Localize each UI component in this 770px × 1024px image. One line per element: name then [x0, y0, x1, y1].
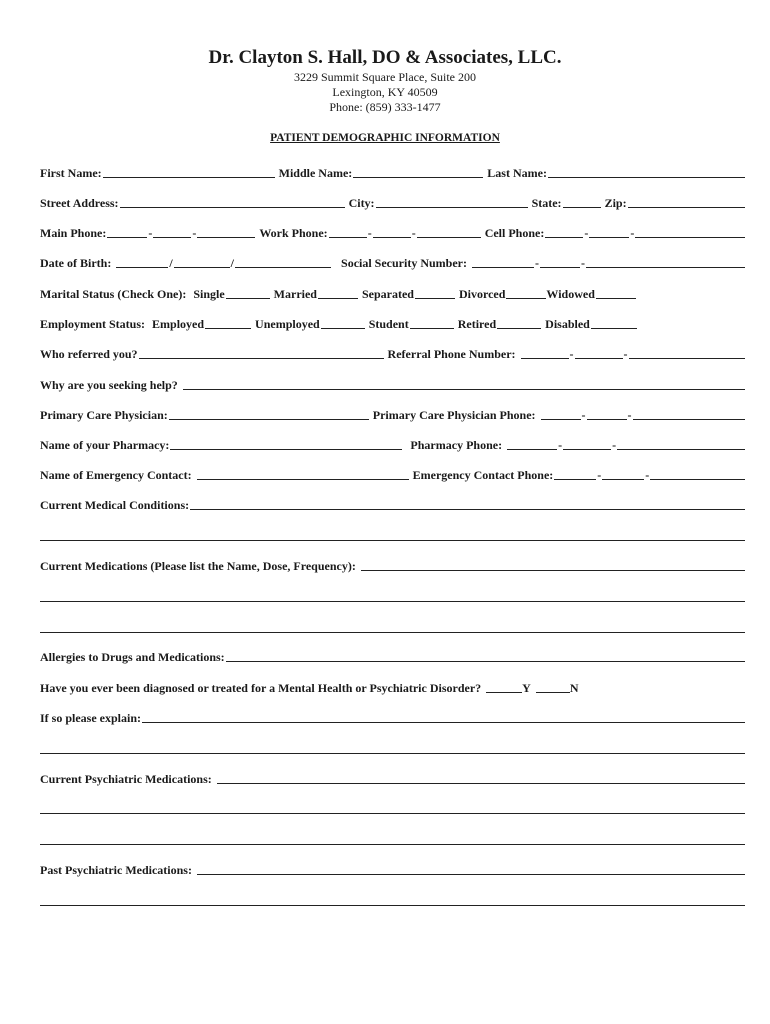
dash-separator: -: [411, 226, 416, 240]
dash-separator: -: [584, 226, 589, 240]
cell-phone-label: Cell Phone:: [484, 226, 545, 240]
unemployed-checkbox-line[interactable]: [321, 328, 365, 329]
mental-health-yes-label: Y: [522, 681, 531, 695]
row-employment: [40, 316, 745, 332]
dash-separator: -: [569, 347, 574, 361]
referral-phone-line-field[interactable]: [629, 358, 745, 359]
city-field[interactable]: [376, 207, 528, 208]
pharmacy-phone-line-field[interactable]: [617, 449, 745, 450]
row-pcp: [40, 407, 745, 423]
emergency-phone-area-field[interactable]: [554, 479, 596, 480]
city-label: City:: [348, 196, 375, 210]
middle-name-label: Middle Name:: [278, 166, 353, 180]
explain-label: If so please explain:: [40, 711, 142, 725]
zip-label: Zip:: [604, 196, 627, 210]
last-name-label: Last Name:: [487, 166, 547, 180]
explain-line-2[interactable]: [40, 753, 745, 754]
medications-field[interactable]: [361, 570, 745, 571]
dash-separator: -: [627, 408, 632, 422]
separated-checkbox-line[interactable]: [415, 298, 455, 299]
widowed-checkbox-line[interactable]: [596, 298, 636, 299]
psych-meds-field[interactable]: [217, 783, 745, 784]
emergency-phone-label: Emergency Contact Phone:: [412, 468, 554, 482]
pharmacy-phone-prefix-field[interactable]: [563, 449, 611, 450]
married-label: Married: [273, 287, 317, 301]
row-explain: [40, 710, 745, 726]
last-name-field[interactable]: [548, 177, 745, 178]
work-phone-area-field[interactable]: [329, 237, 367, 238]
employed-checkbox-line[interactable]: [205, 328, 251, 329]
referred-field[interactable]: [139, 358, 384, 359]
seeking-help-label: Why are you seeking help?: [40, 378, 178, 392]
pharmacy-field[interactable]: [170, 449, 402, 450]
emergency-contact-label: Name of Emergency Contact:: [40, 468, 192, 482]
row-address: [40, 195, 745, 211]
work-phone-prefix-field[interactable]: [373, 237, 411, 238]
dob-day-field[interactable]: [174, 267, 230, 268]
past-psych-meds-label: Past Psychiatric Medications:: [40, 863, 192, 877]
dash-separator: -: [535, 256, 539, 270]
state-field[interactable]: [563, 207, 601, 208]
disabled-label: Disabled: [545, 317, 590, 331]
work-phone-label: Work Phone:: [259, 226, 328, 240]
pharmacy-phone-label: Pharmacy Phone:: [410, 438, 503, 452]
pcp-phone-line-field[interactable]: [633, 419, 745, 420]
row-medical-conditions: [40, 497, 745, 513]
dash-separator: -: [581, 408, 586, 422]
pcp-phone-area-field[interactable]: [541, 419, 581, 420]
emergency-phone-prefix-field[interactable]: [602, 479, 644, 480]
pcp-label: Primary Care Physician:: [40, 408, 168, 422]
retired-label: Retired: [457, 317, 497, 331]
pharmacy-label: Name of your Pharmacy:: [40, 438, 170, 452]
student-label: Student: [368, 317, 409, 331]
medications-label: Current Medications (Please list the Name, Dose, Frequency):: [40, 559, 356, 573]
seeking-help-field[interactable]: [183, 389, 745, 390]
street-address-field[interactable]: [120, 207, 345, 208]
zip-field[interactable]: [628, 207, 745, 208]
dash-separator: -: [645, 468, 650, 482]
referral-phone-area-field[interactable]: [521, 358, 569, 359]
slash-separator: /: [169, 256, 173, 270]
dash-separator: -: [148, 226, 153, 240]
employment-status-label: Employment Status:: [40, 317, 146, 331]
dash-separator: -: [623, 347, 628, 361]
single-checkbox-line[interactable]: [226, 298, 270, 299]
row-medications: [40, 558, 745, 574]
row-allergies: [40, 649, 745, 665]
medications-line-3[interactable]: [40, 632, 745, 633]
ssn-part2-field[interactable]: [540, 267, 580, 268]
mental-health-question: Have you ever been diagnosed or treated for a Mental Health or Psychiatric Disorder?: [40, 681, 482, 695]
married-checkbox-line[interactable]: [318, 298, 358, 299]
emergency-contact-field[interactable]: [197, 479, 409, 480]
ssn-part3-field[interactable]: [586, 267, 745, 268]
ssn-part1-field[interactable]: [472, 267, 534, 268]
row-referral: [40, 346, 745, 362]
dob-month-field[interactable]: [116, 267, 168, 268]
slash-separator: /: [230, 256, 235, 270]
dob-year-field[interactable]: [235, 267, 331, 268]
main-phone-prefix-field[interactable]: [153, 237, 191, 238]
practice-address-line2: Lexington, KY 40509: [332, 85, 438, 99]
mental-health-no-label: N: [569, 681, 579, 695]
referral-phone-label: Referral Phone Number:: [387, 347, 516, 361]
separated-label: Separated: [361, 287, 414, 301]
row-dob-ssn: [40, 255, 745, 271]
past-psych-meds-line-2[interactable]: [40, 905, 745, 906]
psych-meds-label: Current Psychiatric Medications:: [40, 772, 212, 786]
dash-separator: -: [192, 226, 197, 240]
single-label: Single: [193, 287, 225, 301]
retired-checkbox-line[interactable]: [497, 328, 541, 329]
first-name-label: First Name:: [40, 166, 102, 180]
pcp-phone-prefix-field[interactable]: [587, 419, 627, 420]
pcp-field[interactable]: [169, 419, 369, 420]
street-address-label: Street Address:: [40, 196, 119, 210]
marital-status-label: Marital Status (Check One):: [40, 287, 187, 301]
pharmacy-phone-area-field[interactable]: [507, 449, 557, 450]
row-phones: [40, 225, 745, 241]
cell-phone-prefix-field[interactable]: [589, 237, 629, 238]
student-checkbox-line[interactable]: [410, 328, 454, 329]
medications-line-2[interactable]: [40, 601, 745, 602]
main-phone-line-field[interactable]: [197, 237, 255, 238]
allergies-field[interactable]: [226, 661, 745, 662]
mental-health-yes-line[interactable]: [486, 692, 522, 693]
cell-phone-area-field[interactable]: [545, 237, 583, 238]
dash-separator: -: [597, 468, 602, 482]
widowed-label: Widowed: [546, 287, 595, 301]
emergency-phone-line-field[interactable]: [650, 479, 745, 480]
practice-phone: Phone: (859) 333-1477: [329, 100, 441, 114]
row-emergency: [40, 467, 745, 483]
row-psych-meds: [40, 771, 745, 787]
explain-field[interactable]: [142, 722, 745, 723]
pcp-phone-label: Primary Care Physician Phone:: [372, 408, 536, 422]
medical-conditions-line-2[interactable]: [40, 540, 745, 541]
referred-label: Who referred you?: [40, 347, 138, 361]
cell-phone-line-field[interactable]: [635, 237, 745, 238]
row-past-psych-meds: [40, 862, 745, 878]
dash-separator: -: [612, 438, 617, 452]
referral-phone-prefix-field[interactable]: [575, 358, 623, 359]
divorced-checkbox-line[interactable]: [506, 298, 546, 299]
divorced-label: Divorced: [458, 287, 506, 301]
row-pharmacy: [40, 437, 745, 453]
medical-conditions-field[interactable]: [190, 509, 745, 510]
employed-label: Employed: [152, 317, 205, 331]
allergies-label: Allergies to Drugs and Medications:: [40, 650, 225, 664]
section-title: PATIENT DEMOGRAPHIC INFORMATION: [270, 132, 500, 144]
dash-separator: -: [581, 256, 585, 270]
middle-name-field[interactable]: [353, 177, 483, 178]
mental-health-no-line[interactable]: [536, 692, 570, 693]
medical-conditions-label: Current Medical Conditions:: [40, 498, 190, 512]
row-marital: [40, 286, 745, 302]
row-names: [40, 165, 745, 181]
unemployed-label: Unemployed: [255, 317, 320, 331]
dash-separator: -: [630, 226, 635, 240]
psych-meds-line-2[interactable]: [40, 813, 745, 814]
main-phone-area-field[interactable]: [107, 237, 147, 238]
disabled-checkbox-line[interactable]: [591, 328, 637, 329]
dob-label: Date of Birth:: [40, 256, 112, 270]
practice-name: Dr. Clayton S. Hall, DO & Associates, LLC.: [208, 47, 562, 68]
first-name-field[interactable]: [103, 177, 275, 178]
main-phone-label: Main Phone:: [40, 226, 107, 240]
psych-meds-line-3[interactable]: [40, 844, 745, 845]
practice-header: [0, 46, 770, 115]
past-psych-meds-field[interactable]: [197, 874, 745, 875]
row-mental-health: [40, 680, 745, 696]
row-seeking-help: [40, 377, 745, 393]
work-phone-line-field[interactable]: [417, 237, 481, 238]
practice-address-line1: 3229 Summit Square Place, Suite 200: [294, 70, 476, 84]
dash-separator: -: [367, 226, 372, 240]
state-label: State:: [531, 196, 562, 210]
dash-separator: -: [558, 438, 563, 452]
ssn-label: Social Security Number:: [341, 256, 467, 270]
